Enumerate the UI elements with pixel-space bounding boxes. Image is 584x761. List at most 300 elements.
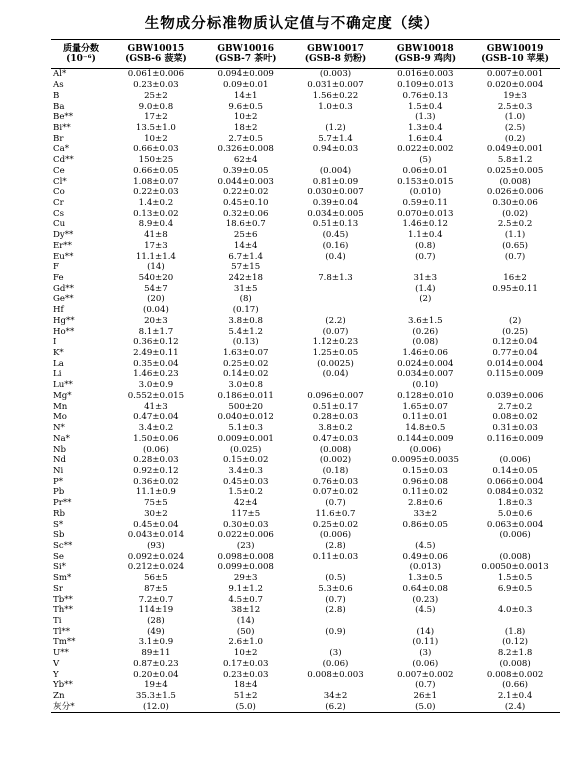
value-cell: (0.02) <box>502 208 529 219</box>
value-cell: 2.6±1.0 <box>228 637 263 648</box>
value-cell: 8.2±1.8 <box>497 648 533 659</box>
value-cell: 0.32±0.06 <box>222 208 269 219</box>
value-cell: (0.10) <box>412 380 439 391</box>
header-code: GBW10017 <box>307 43 364 54</box>
element-symbol-cell: Nd <box>53 455 67 466</box>
value-cell <box>291 112 381 123</box>
element-symbol-cell: B <box>53 90 60 101</box>
value-cell: 0.23±0.03 <box>222 669 269 680</box>
value-cell: 0.030±0.007 <box>307 187 364 198</box>
value-cell: 0.031±0.007 <box>307 80 364 91</box>
value-cell: 2.8±0.6 <box>408 498 443 509</box>
page-title: 生物成分标准物质认定值与不确定度（续） <box>144 16 440 32</box>
value-cell: 54±7 <box>144 283 168 294</box>
value-cell: 1.4±0.2 <box>138 197 174 208</box>
value-cell: 5.0±0.6 <box>497 508 533 519</box>
value-cell: 0.25±0.02 <box>312 519 359 530</box>
element-symbol-cell: 灰分* <box>51 701 111 712</box>
value-cell: (0.008) <box>319 444 352 455</box>
value-cell: (1.2) <box>325 122 346 133</box>
header-col-gbw10018 <box>380 40 470 69</box>
table-row <box>51 423 560 434</box>
element-symbol-cell: Pr** <box>53 498 72 509</box>
table-row <box>51 187 560 198</box>
value-cell: 114±19 <box>138 605 174 616</box>
element-symbol-cell: F <box>53 262 59 273</box>
value-cell: 0.128±0.010 <box>397 390 454 401</box>
table-row <box>51 251 560 262</box>
element-symbol-cell: U** <box>53 648 69 659</box>
value-cell: 0.95±0.11 <box>492 283 538 294</box>
value-cell: 29±3 <box>233 573 258 584</box>
value-cell: 2.49±0.11 <box>133 348 179 359</box>
table-row <box>51 241 560 252</box>
value-cell: 1.12±0.23 <box>312 337 359 348</box>
element-symbol-cell: Tl** <box>53 626 71 637</box>
value-cell: (12.0) <box>111 701 201 712</box>
header-sample: (GSB-9 鸡肉) <box>394 54 457 64</box>
value-cell: (0.004) <box>319 165 352 176</box>
table-row <box>51 90 560 101</box>
element-symbol-cell: S* <box>53 519 64 530</box>
value-cell: 0.098±0.008 <box>217 551 274 562</box>
value-cell: (5) <box>419 155 432 166</box>
value-cell: (0.006) <box>319 530 352 541</box>
value-cell: 0.51±0.13 <box>312 219 359 230</box>
value-cell: 87±5 <box>144 583 168 594</box>
value-cell: (0.006) <box>499 530 531 541</box>
value-cell: 1.5±0.5 <box>497 573 533 584</box>
value-cell <box>380 305 470 316</box>
value-cell: (0.9) <box>325 626 346 637</box>
value-cell: 0.25±0.02 <box>222 358 269 369</box>
value-cell: 0.094±0.009 <box>217 69 274 80</box>
value-cell: (0.2) <box>504 133 526 144</box>
value-cell: 0.81±0.09 <box>312 176 359 187</box>
value-cell: (0.16) <box>322 240 349 251</box>
value-cell: 0.099±0.008 <box>217 562 274 573</box>
value-cell: (1.3) <box>415 112 436 123</box>
value-cell: 242±18 <box>228 273 263 284</box>
value-cell: 3.1±0.9 <box>138 637 174 648</box>
value-cell: (0.008) <box>499 176 531 187</box>
value-cell: (0.25) <box>502 326 529 337</box>
value-cell: (1.0) <box>504 112 526 123</box>
table-row <box>51 380 560 391</box>
element-symbol-cell: Nb <box>53 444 67 455</box>
value-cell: 0.153±0.015 <box>397 176 454 187</box>
value-cell: 18.6±0.7 <box>225 219 266 230</box>
value-cell: (0.26) <box>412 326 439 337</box>
header-unit-cell <box>51 40 111 69</box>
table-row <box>51 594 560 605</box>
value-cell: 1.3±0.4 <box>408 122 443 133</box>
element-symbol-cell: Mg* <box>53 390 72 401</box>
value-cell: 1.56±0.22 <box>312 90 359 101</box>
table-row <box>51 562 560 573</box>
element-symbol-cell: Ho** <box>53 326 75 337</box>
table-row <box>51 401 560 412</box>
value-cell: 31±5 <box>233 283 258 294</box>
value-cell: (0.18) <box>322 465 349 476</box>
table-row <box>51 455 560 466</box>
value-cell: (0.07) <box>322 326 349 337</box>
table-row <box>51 144 560 155</box>
value-cell: 0.026±0.006 <box>486 187 544 198</box>
table-row <box>51 626 560 637</box>
value-cell: 0.22±0.03 <box>133 187 179 198</box>
table-row <box>51 348 560 359</box>
value-cell: (0.11) <box>412 637 439 648</box>
table-row <box>51 584 560 595</box>
element-symbol-cell: Tm** <box>53 637 76 648</box>
table-row <box>51 466 560 477</box>
value-cell: 9.1±1.2 <box>228 583 263 594</box>
value-cell: 0.116±0.009 <box>486 433 544 444</box>
value-cell: 0.28±0.03 <box>133 455 179 466</box>
table-row <box>51 476 560 487</box>
value-cell: 1.8±0.3 <box>497 498 533 509</box>
element-symbol-cell: Er** <box>53 240 72 251</box>
value-cell: 0.024±0.004 <box>397 358 454 369</box>
value-cell: (2.8) <box>325 605 346 616</box>
value-cell: 500±20 <box>228 401 263 412</box>
value-cell: (23) <box>236 540 255 551</box>
value-cell: 18±2 <box>233 122 258 133</box>
value-cell: 0.11±0.01 <box>402 412 449 423</box>
value-cell: (0.002) <box>319 455 352 466</box>
value-cell: 1.46±0.23 <box>133 369 179 380</box>
value-cell <box>291 155 381 166</box>
table-row <box>51 369 560 380</box>
table-row <box>51 487 560 498</box>
value-cell: 5.4±1.2 <box>228 326 263 337</box>
value-cell: 34±2 <box>323 691 348 702</box>
element-symbol-cell: Th** <box>53 605 73 616</box>
value-cell: (0.65) <box>502 240 529 251</box>
element-symbol-cell: Dy** <box>53 230 74 241</box>
value-cell: (50) <box>236 626 255 637</box>
value-cell: 0.08±0.02 <box>492 412 538 423</box>
table-row <box>51 176 560 187</box>
table-row <box>51 659 560 670</box>
table-row <box>51 433 560 444</box>
value-cell <box>291 637 381 648</box>
value-cell: 42±4 <box>233 498 258 509</box>
element-symbol-cell: P* <box>53 476 64 487</box>
value-cell: 11.1±1.4 <box>135 251 176 262</box>
value-cell: 0.45±0.10 <box>222 197 269 208</box>
value-cell: 0.77±0.04 <box>492 348 538 359</box>
value-cell: (0.7) <box>325 594 346 605</box>
value-cell: 10±2 <box>144 133 168 144</box>
value-cell <box>470 444 560 455</box>
value-cell: 6.9±0.5 <box>497 583 533 594</box>
element-symbol-cell: Mo <box>53 412 67 423</box>
value-cell: 150±25 <box>138 155 174 166</box>
value-cell: (28) <box>147 616 165 627</box>
header-code: GBW10016 <box>217 43 275 54</box>
header-sample: (GSB-6 菠菜) <box>125 54 187 64</box>
value-cell <box>470 305 560 316</box>
header-sample: (GSB-10 苹果) <box>481 54 550 64</box>
value-cell: 3.0±0.9 <box>138 380 174 391</box>
value-cell: 0.186±0.011 <box>217 390 274 401</box>
table-row <box>51 155 560 166</box>
value-cell: 0.22±0.02 <box>222 187 269 198</box>
table-row <box>51 316 560 327</box>
value-cell: 0.76±0.13 <box>402 90 449 101</box>
value-cell: (0.025) <box>230 444 262 455</box>
value-cell: (20) <box>147 294 165 305</box>
value-cell: 5.7±1.4 <box>318 133 353 144</box>
value-cell: (0.5) <box>325 573 346 584</box>
value-cell: 0.23±0.03 <box>133 80 179 91</box>
table-header-row <box>51 40 560 69</box>
element-symbol-cell: Li <box>53 369 62 380</box>
table-row <box>51 691 560 702</box>
value-cell: 0.47±0.04 <box>133 412 179 423</box>
element-symbol-cell: Hg** <box>53 315 75 326</box>
element-symbol-cell: Tb** <box>53 594 73 605</box>
table-row <box>51 283 560 294</box>
value-cell: 0.034±0.005 <box>307 208 364 219</box>
value-cell: (0.23) <box>412 594 439 605</box>
value-cell: (0.013) <box>409 562 441 573</box>
value-cell: 0.034±0.007 <box>397 369 454 380</box>
value-cell: 0.36±0.12 <box>133 337 179 348</box>
value-cell: 1.6±0.4 <box>408 133 443 144</box>
value-cell: (0.006) <box>409 444 441 455</box>
value-cell: 1.08±0.07 <box>133 176 179 187</box>
header-sample: (GSB-7 茶叶) <box>214 54 277 64</box>
value-cell: 0.09±0.01 <box>222 80 269 91</box>
table-row <box>51 337 560 348</box>
value-cell: (2) <box>419 294 432 305</box>
value-cell: 1.65±0.07 <box>402 401 449 412</box>
table-body <box>51 69 560 713</box>
value-cell: 1.1±0.4 <box>408 230 443 241</box>
value-cell: 3.8±0.2 <box>318 423 353 434</box>
value-cell: 0.76±0.03 <box>312 476 359 487</box>
value-cell: (2) <box>509 315 522 326</box>
value-cell: 0.070±0.013 <box>397 208 454 219</box>
value-cell: 540±20 <box>138 273 174 284</box>
value-cell: 0.17±0.03 <box>222 658 269 669</box>
element-symbol-cell: Se <box>53 551 64 562</box>
element-symbol-cell: Y <box>53 669 59 680</box>
value-cell: 0.64±0.08 <box>402 583 449 594</box>
table-row <box>51 208 560 219</box>
element-symbol-cell: Si* <box>53 562 66 573</box>
value-cell: 0.39±0.05 <box>222 165 269 176</box>
table-row <box>51 273 560 284</box>
element-symbol-cell: K* <box>53 348 64 359</box>
value-cell: (0.7) <box>415 251 436 262</box>
value-cell: (14) <box>416 626 435 637</box>
table-row <box>51 573 560 584</box>
value-cell: 41±8 <box>144 230 168 241</box>
value-cell <box>380 262 470 273</box>
element-symbol-cell: Ge** <box>53 294 74 305</box>
element-symbol-cell: Ni <box>53 465 64 476</box>
value-cell <box>470 262 560 273</box>
element-symbol-cell: Br <box>53 133 64 144</box>
table-row <box>51 262 560 273</box>
value-cell <box>470 380 560 391</box>
value-cell: 0.039±0.006 <box>486 390 544 401</box>
value-cell: (0.04) <box>322 369 349 380</box>
table-row <box>51 123 560 134</box>
element-symbol-cell: Gd** <box>53 283 74 294</box>
value-cell: 7.8±1.3 <box>318 273 353 284</box>
value-cell: 0.39±0.04 <box>312 197 359 208</box>
value-cell: 0.30±0.03 <box>222 519 269 530</box>
value-cell: (0.08) <box>412 337 439 348</box>
element-symbol-cell: N* <box>53 423 65 434</box>
element-symbol-cell: Bi** <box>53 122 71 133</box>
element-symbol-cell: Sc** <box>53 540 73 551</box>
element-symbol-cell: Ti <box>53 616 62 627</box>
value-cell: (0.010) <box>409 187 441 198</box>
element-symbol-cell: Pb <box>53 487 65 498</box>
element-symbol-cell: Co <box>53 187 65 198</box>
value-cell: 0.014±0.004 <box>486 358 544 369</box>
value-cell: 7.2±0.7 <box>138 594 174 605</box>
value-cell: (0.7) <box>504 251 526 262</box>
value-cell: (0.7) <box>325 498 346 509</box>
value-cell: 57±15 <box>231 262 261 273</box>
value-cell <box>470 594 560 605</box>
value-cell: 0.0050±0.0013 <box>481 562 549 573</box>
element-symbol-cell: Hf <box>53 305 64 316</box>
value-cell: (14) <box>236 616 255 627</box>
value-cell: (8) <box>239 294 252 305</box>
value-cell <box>291 680 381 691</box>
value-cell: 0.30±0.06 <box>492 197 538 208</box>
value-cell: 3.4±0.2 <box>138 423 174 434</box>
element-symbol-cell: Lu** <box>53 380 73 391</box>
value-cell: 0.044±0.003 <box>217 176 274 187</box>
header-col-gbw10016 <box>201 40 291 69</box>
element-symbol-cell: Cl* <box>53 176 67 187</box>
value-cell: 0.049±0.001 <box>486 144 544 155</box>
value-cell <box>380 616 470 627</box>
value-cell: 0.016±0.003 <box>397 69 454 80</box>
value-cell: 10±2 <box>233 648 258 659</box>
value-cell: 1.25±0.05 <box>312 348 359 359</box>
value-cell: 8.1±1.7 <box>138 326 174 337</box>
value-cell: 0.061±0.006 <box>127 69 185 80</box>
table-row <box>51 112 560 123</box>
value-cell: 19±4 <box>144 680 168 691</box>
value-cell: (0.008) <box>499 658 531 669</box>
value-cell: 20±3 <box>144 315 168 326</box>
table-row <box>51 101 560 112</box>
value-cell: (2.5) <box>504 122 526 133</box>
value-cell: (0.4) <box>325 251 346 262</box>
value-cell: 18±4 <box>233 680 258 691</box>
header-col-gbw10015 <box>111 40 201 69</box>
value-cell: 0.36±0.02 <box>133 476 179 487</box>
element-symbol-cell: Sb <box>53 530 65 541</box>
value-cell: 41±3 <box>144 401 168 412</box>
value-cell: (3) <box>329 648 342 659</box>
value-cell: 17±2 <box>144 112 168 123</box>
header-code: GBW10018 <box>396 43 454 54</box>
value-cell: 2.7±0.2 <box>497 401 533 412</box>
value-cell: 17±3 <box>144 240 168 251</box>
table-row <box>51 680 560 691</box>
value-cell: 14.8±0.5 <box>405 423 446 434</box>
table-row <box>51 80 560 91</box>
value-cell: (0.06) <box>412 658 439 669</box>
table-row <box>51 198 560 209</box>
value-cell <box>291 305 381 316</box>
value-cell: 14±4 <box>233 240 258 251</box>
value-cell: (0.45) <box>322 230 349 241</box>
value-cell: 0.59±0.11 <box>402 197 449 208</box>
value-cell: 0.084±0.032 <box>486 487 544 498</box>
value-cell: (49) <box>147 626 165 637</box>
table-row <box>51 701 560 712</box>
value-cell: 5.3±0.6 <box>318 583 353 594</box>
value-cell: (0.17) <box>232 305 259 316</box>
value-cell <box>291 294 381 305</box>
value-cell: 11.1±0.9 <box>135 487 176 498</box>
table-row <box>51 530 560 541</box>
table-row <box>51 294 560 305</box>
element-symbol-cell: I <box>53 337 57 348</box>
element-symbol-cell: Na* <box>53 433 70 444</box>
value-cell: (14) <box>147 262 165 273</box>
table-row <box>51 412 560 423</box>
value-cell: (1.4) <box>415 283 436 294</box>
value-cell: 9.0±0.8 <box>138 101 174 112</box>
value-cell <box>291 262 381 273</box>
value-cell: 6.7±1.4 <box>228 251 263 262</box>
value-cell: 13.5±1.0 <box>135 122 176 133</box>
value-cell: 0.025±0.005 <box>486 165 544 176</box>
value-cell: 1.5±0.4 <box>408 101 443 112</box>
element-symbol-cell: Cd** <box>53 155 74 166</box>
value-cell: (0.0025) <box>317 358 354 369</box>
element-symbol-cell: Be** <box>53 112 73 123</box>
value-cell: 1.5±0.2 <box>228 487 263 498</box>
value-cell: 5.1±0.3 <box>228 423 263 434</box>
value-cell: (0.006) <box>499 455 531 466</box>
value-cell: 3.6±1.5 <box>408 315 443 326</box>
reference-values-table <box>51 39 560 713</box>
value-cell: 117±5 <box>231 508 261 519</box>
table-row <box>51 219 560 230</box>
element-symbol-cell: Cr <box>53 197 64 208</box>
value-cell: 2.5±0.2 <box>497 219 533 230</box>
table-row <box>51 133 560 144</box>
value-cell: 19±3 <box>503 90 527 101</box>
value-cell <box>470 616 560 627</box>
value-cell: 1.0±0.3 <box>318 101 353 112</box>
value-cell: 3.0±0.8 <box>228 380 263 391</box>
value-cell: 0.109±0.013 <box>397 80 454 91</box>
value-cell: (3) <box>419 648 432 659</box>
value-cell: (0.04) <box>142 305 169 316</box>
table-row <box>51 391 560 402</box>
value-cell: 0.14±0.05 <box>492 465 538 476</box>
value-cell: (1.8) <box>504 626 526 637</box>
header-code: GBW10019 <box>486 43 544 54</box>
value-cell: 1.46±0.12 <box>402 219 449 230</box>
